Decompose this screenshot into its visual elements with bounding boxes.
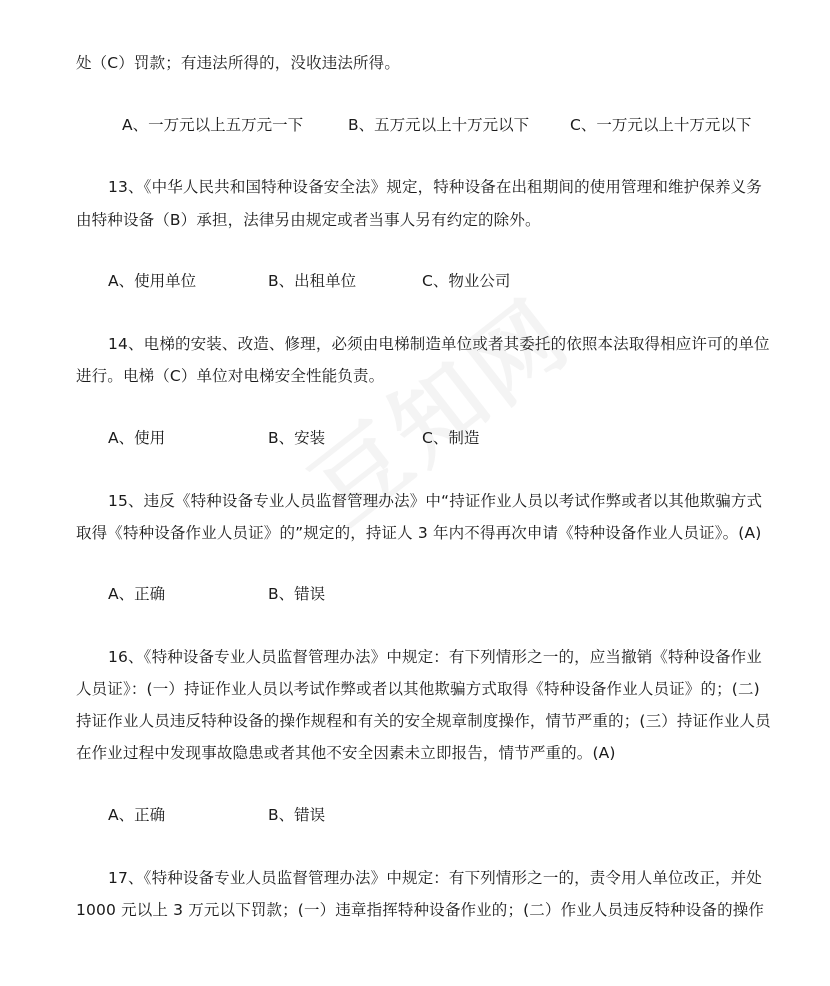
q16-line-3: 持证作业人员违反特种设备的操作规程和有关的安全规章制度操作，情节严重的；(三）持证作业人员 (76, 712, 771, 730)
q14-line-1: 14、电梯的安装、改造、修理，必须由电梯制造单位或者其委托的依照本法取得相应许可的单位 (108, 335, 770, 353)
q14-option-b: B、安装 (268, 429, 326, 447)
q16-line-4: 在作业过程中发现事故隐患或者其他不安全因素未立即报告，情节严重的。(A) (76, 744, 616, 762)
q17-line-1: 17、《特种设备专业人员监督管理办法》中规定：有下列情形之一的，责令用人单位改正，并处 (108, 869, 762, 887)
q14-option-c: C、制造 (422, 429, 480, 447)
q16-option-b: B、错误 (268, 806, 326, 824)
q13-line-1: 13、《中华人民共和国特种设备安全法》规定，特种设备在出租期间的使用管理和维护保养义务 (108, 178, 762, 196)
q12-option-c: C、一万元以上十万元以下 (570, 116, 752, 134)
q17-line-2: 1000 元以上 3 万元以下罚款；(一）违章指挥特种设备作业的；(二）作业人员违反特种设备的操作 (76, 901, 765, 919)
q15-option-b: B、错误 (268, 585, 326, 603)
q15-line-1: 15、违反《特种设备专业人员监督管理办法》中“持证作业人员以考试作弊或者以其他欺骗方式 (108, 492, 763, 510)
q14-option-a: A、使用 (108, 429, 166, 447)
q12-option-a: A、一万元以上五万元一下 (122, 116, 304, 134)
q13-option-a: A、使用单位 (108, 272, 197, 290)
q12-tail-text: 处（C）罚款；有违法所得的，没收违法所得。 (76, 54, 400, 72)
q12-option-b: B、五万元以上十万元以下 (348, 116, 530, 134)
q14-line-2: 进行。电梯（C）单位对电梯安全性能负责。 (76, 367, 385, 385)
q13-option-b: B、出租单位 (268, 272, 357, 290)
q16-option-a: A、正确 (108, 806, 166, 824)
q15-line-2: 取得《特种设备作业人员证》的”规定的，持证人 3 年内不得再次申请《特种设备作业人员证》。(A) (76, 524, 762, 542)
q16-line-2: 人员证》：(一）持证作业人员以考试作弊或者以其他欺骗方式取得《特种设备作业人员证》的；(二) (76, 680, 760, 698)
q16-line-1: 16、《特种设备专业人员监督管理办法》中规定：有下列情形之一的，应当撤销《特种设备作业 (108, 648, 762, 666)
q13-line-2: 由特种设备（B）承担，法律另由规定或者当事人另有约定的除外。 (76, 211, 541, 229)
q15-option-a: A、正确 (108, 585, 166, 603)
q13-option-c: C、物业公司 (422, 272, 511, 290)
